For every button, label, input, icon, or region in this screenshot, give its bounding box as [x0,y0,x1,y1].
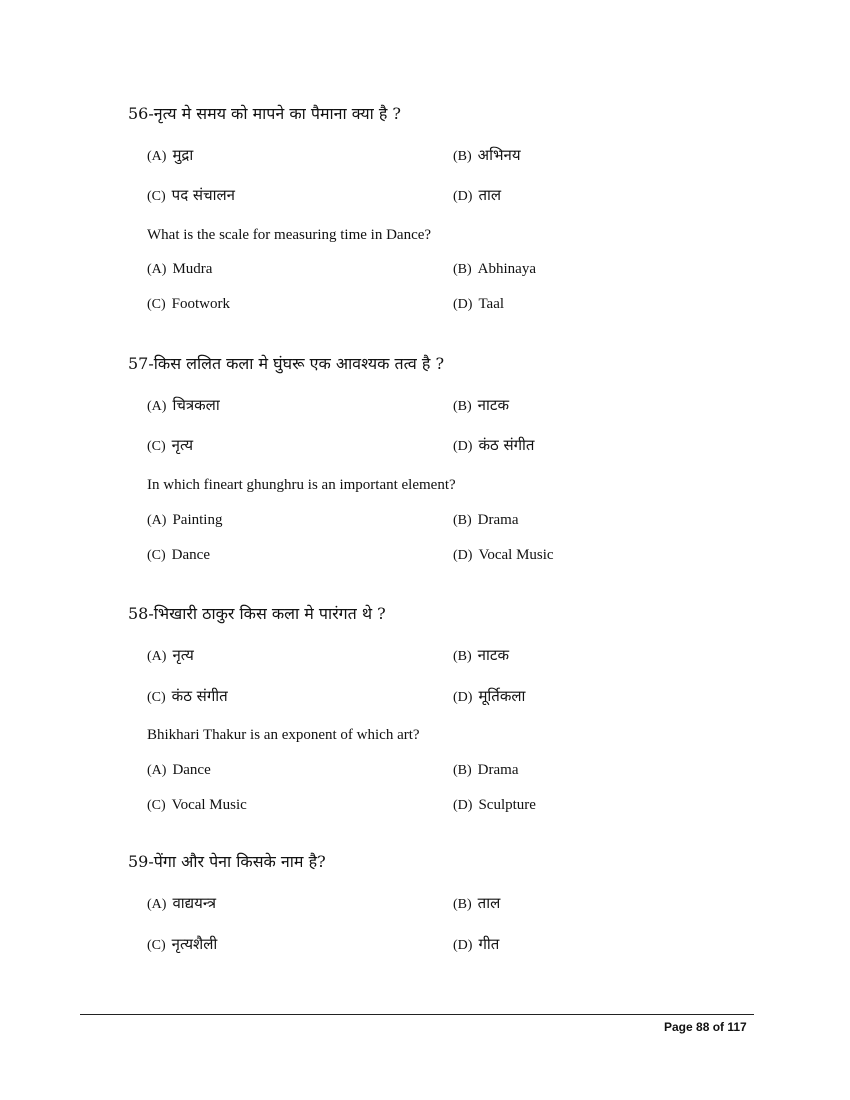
question-58-hindi-option-a [147,645,194,667]
option-label: (C) [147,297,166,312]
option-text: Vocal Music [478,547,554,563]
option-text: Drama [477,762,519,778]
footer-divider [80,1014,754,1015]
option-text: कंठ संगीत [478,436,535,454]
option-label: (A) [147,763,167,778]
option-text: Mudra [172,261,213,277]
option-label: (B) [453,649,472,664]
question-58-english-option-a [147,760,211,781]
question-59-hindi-option-a [147,893,216,915]
option-label: (B) [453,399,472,414]
question-59-hindi-option-b [453,893,500,915]
option-text: Sculpture [478,797,536,813]
question-58-hindi: 58-भिखारी ठाकुर किस कला मे पारंगत थे ? [128,604,386,623]
question-57-hindi-option-c [147,435,193,457]
question-57-english-option-d [453,545,554,566]
option-label: (B) [453,897,472,912]
option-label: (B) [453,149,472,164]
option-text: ताल [477,894,501,912]
question-56-hindi-option-c [147,185,235,207]
option-text: Vocal Music [171,797,247,813]
option-text: वाद्ययन्त्र [172,894,216,912]
question-59-hindi-option-d [453,934,499,956]
option-label: (B) [453,513,472,528]
option-text: नाटक [477,396,509,414]
option-text: Dance [171,547,210,563]
question-58-hindi-option-d [453,686,525,708]
option-text: पद संचालन [171,186,235,204]
question-57-hindi-option-a [147,395,220,417]
option-text: नृत्यशैली [171,935,218,953]
option-label: (C) [147,798,166,813]
option-text: Taal [478,296,505,312]
option-label: (A) [147,262,167,277]
option-label: (C) [147,439,166,454]
option-text: ताल [478,186,502,204]
option-label: (A) [147,513,167,528]
option-label: (D) [453,548,473,563]
option-text: नाटक [477,646,509,664]
option-label: (D) [453,439,473,454]
option-label: (D) [453,690,473,705]
option-label: (B) [453,763,472,778]
question-56-english-option-a [147,259,212,280]
question-58-hindi-option-b [453,645,509,667]
option-label: (C) [147,938,166,953]
question-57-english-option-b [453,510,518,531]
option-label: (D) [453,189,473,204]
option-text: चित्रकला [172,396,220,414]
question-56-hindi-option-a [147,145,193,167]
question-56-english-option-c [147,294,230,315]
question-58-english: Bhikhari Thakur is an exponent of which art? [147,727,420,743]
question-57-hindi-option-b [453,395,509,417]
question-58-english-option-d [453,795,536,816]
page-number: Page 88 of 117 [664,1020,747,1034]
option-text: मूर्तिकला [478,687,526,705]
option-text: Painting [172,512,223,528]
question-56-hindi: 56-नृत्य मे समय को मापने का पैमाना क्या है ? [128,104,401,123]
option-text: गीत [478,935,500,953]
question-58-hindi-option-c [147,686,228,708]
option-text: Dance [172,762,211,778]
option-label: (D) [453,798,473,813]
question-57-english-option-a [147,510,222,531]
question-59-hindi-option-c [147,934,217,956]
option-text: नृत्य [171,436,194,454]
option-text: Abhinaya [477,261,536,277]
option-text: कंठ संगीत [171,687,228,705]
option-label: (C) [147,548,166,563]
question-56-english-option-b [453,259,536,280]
option-label: (D) [453,938,473,953]
option-text: Drama [477,512,519,528]
option-label: (A) [147,649,167,664]
option-label: (A) [147,897,167,912]
option-label: (D) [453,297,473,312]
question-57-english-option-c [147,545,210,566]
option-label: (B) [453,262,472,277]
option-label: (A) [147,149,167,164]
question-56-hindi-option-d [453,185,501,207]
question-56-english: What is the scale for measuring time in Dance? [147,227,432,243]
question-57-english: In which fineart ghunghru is an important element? [147,477,456,493]
question-59-hindi: 59-पेंगा और पेना किसके नाम है? [128,852,326,871]
question-56-hindi-option-b [453,145,521,167]
option-label: (A) [147,399,167,414]
option-text: मुद्रा [172,146,194,164]
question-58-english-option-b [453,760,518,781]
option-text: अभिनय [477,146,521,164]
option-label: (C) [147,189,166,204]
question-56-english-option-d [453,294,504,315]
question-57-hindi: 57-किस ललित कला मे घुंघरू एक आवश्यक तत्व है ? [128,354,445,373]
option-text: Footwork [171,296,231,312]
option-label: (C) [147,690,166,705]
question-58-english-option-c [147,795,247,816]
question-57-hindi-option-d [453,435,534,457]
option-text: नृत्य [172,646,194,664]
